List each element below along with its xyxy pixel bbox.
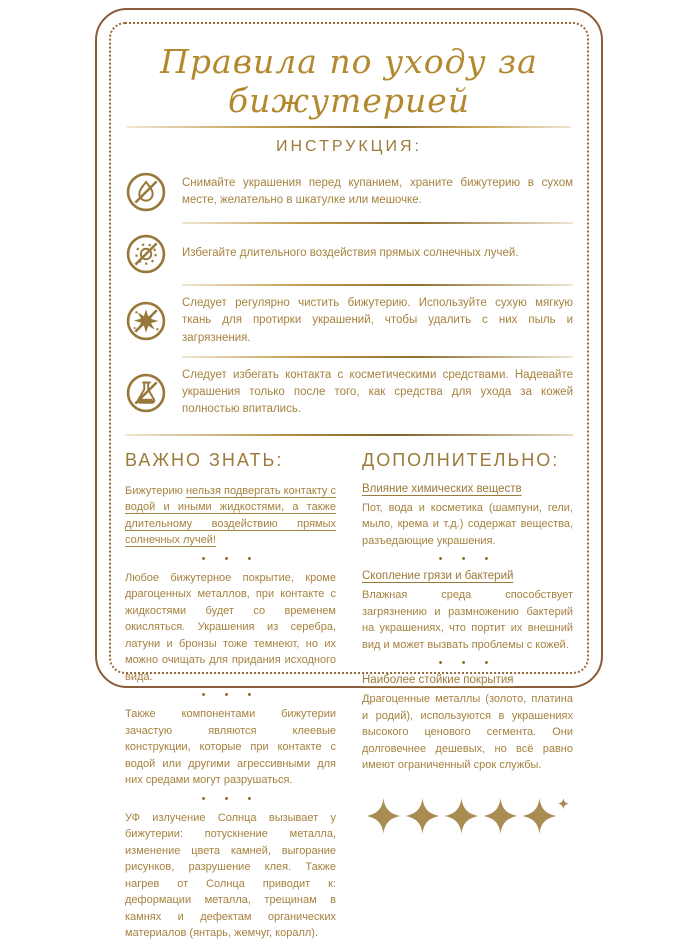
- sparkle-icon: [442, 794, 481, 838]
- important-paragraph-3: Также компонентами бижутерии зачастую являются клеевые конструкции, которые при контакте с водой или другими агрессивными для них средами могут разрушаться.: [125, 708, 336, 786]
- instruction-item: [125, 166, 573, 218]
- two-column-section: [125, 448, 573, 942]
- sparkle-icon: [481, 794, 520, 838]
- subsection-title: Наиболее стойкие покрытия: [362, 674, 514, 686]
- item-divider: [182, 222, 573, 224]
- instruction-item: [125, 228, 573, 280]
- item-divider: [182, 356, 573, 358]
- instruction-text: Снимайте украшения перед купанием, храните бижутерию в сухом месте, желательно в шкатулке или мешочке.: [182, 176, 573, 206]
- sparkle-icon: [403, 794, 442, 838]
- sparkle-icon: [364, 794, 403, 838]
- paragraph-underlined: нельзя подвергать контакту с водой и иными жидкостями, а также длительному воздействию прямых солнечных лучей!: [125, 484, 336, 546]
- important-paragraph-2: Любое бижутерное покрытие, кроме драгоценных металлов, при контакте с жидкостями будет со временем окисляться. Украшения из серебра, латуни и бронзы тоже темнеют, но их можно очищать для придания исходного вида.: [125, 571, 336, 683]
- instruction-item: [125, 290, 573, 352]
- important-column: [125, 448, 336, 942]
- jewelry-care-card: [95, 8, 603, 939]
- instruction-text: Избегайте длительного воздействия прямых солнечных лучей.: [182, 247, 519, 260]
- additional-heading: ДОПОЛНИТЕЛЬНО:: [362, 449, 560, 470]
- section-divider: [125, 434, 573, 436]
- important-heading: ВАЖНО ЗНАТЬ:: [125, 449, 284, 470]
- subsection-title: Скопление грязи и бактерий: [362, 570, 514, 582]
- subsection-text: Влажная среда способствует загрязнению и размножению бактерий на украшениях, что портит их внешний вид и может вызвать проблемы с кожей.: [362, 589, 573, 651]
- dots-separator: • • •: [201, 792, 260, 805]
- additional-column: [362, 448, 573, 838]
- sparkle-with-twinkle-icon: [520, 794, 571, 838]
- no-stain-icon: [125, 300, 167, 342]
- dots-separator: • • •: [201, 552, 260, 565]
- no-cosmetics-icon: [125, 372, 167, 414]
- instruction-text: Следует регулярно чистить бижутерию. Используйте сухую мягкую ткань для протирки украшений, чтобы удалить с них пыль и загрязнения.: [182, 297, 573, 344]
- subsection-text: Драгоценные металлы (золото, платина и родий), используются в украшениях высокого ценового сегмента. Они долговечнее дешевых, но всё равно имеют ограниченный срок службы.: [362, 693, 573, 771]
- paragraph-intro: Бижутерию: [125, 484, 186, 497]
- dots-separator: • • •: [201, 689, 260, 701]
- important-paragraph-4: УФ излучение Солнца вызывает у бижутерии: потускнение металла, изменение цвета камней, выгорание рисунков, разрушение клея. Также нагрев от Солнца приводит к: деформации металла, трещинам в камнях и дефектам органических материалов (янтарь, жемчуг, коралл).: [125, 811, 336, 939]
- instruction-text: Следует избегать контакта с косметическими средствами. Надевайте украшения только после того, как средства для ухода за кожей полностью впитались.: [182, 368, 573, 416]
- instruction-item: [125, 362, 573, 424]
- dots-separator: • • •: [438, 657, 497, 669]
- important-paragraph-1: [125, 483, 336, 549]
- item-divider: [182, 284, 573, 286]
- subsection-text: Пот, вода и косметика (шампуни, гели, мыло, крема и т.д.) содержат вещества, разъедающие украшения.: [362, 501, 573, 547]
- card-content: [125, 34, 573, 939]
- subsection-title: Влияние химических веществ: [362, 482, 522, 495]
- title-divider: [127, 126, 571, 128]
- dots-separator: • • •: [438, 553, 497, 565]
- no-water-icon: [125, 171, 167, 213]
- sparkle-stars-row: [362, 794, 573, 838]
- page-title: Правила по уходу за бижутерией: [160, 42, 538, 120]
- instructions-heading: ИНСТРУКЦИЯ:: [276, 138, 422, 155]
- no-sun-icon: [125, 233, 167, 275]
